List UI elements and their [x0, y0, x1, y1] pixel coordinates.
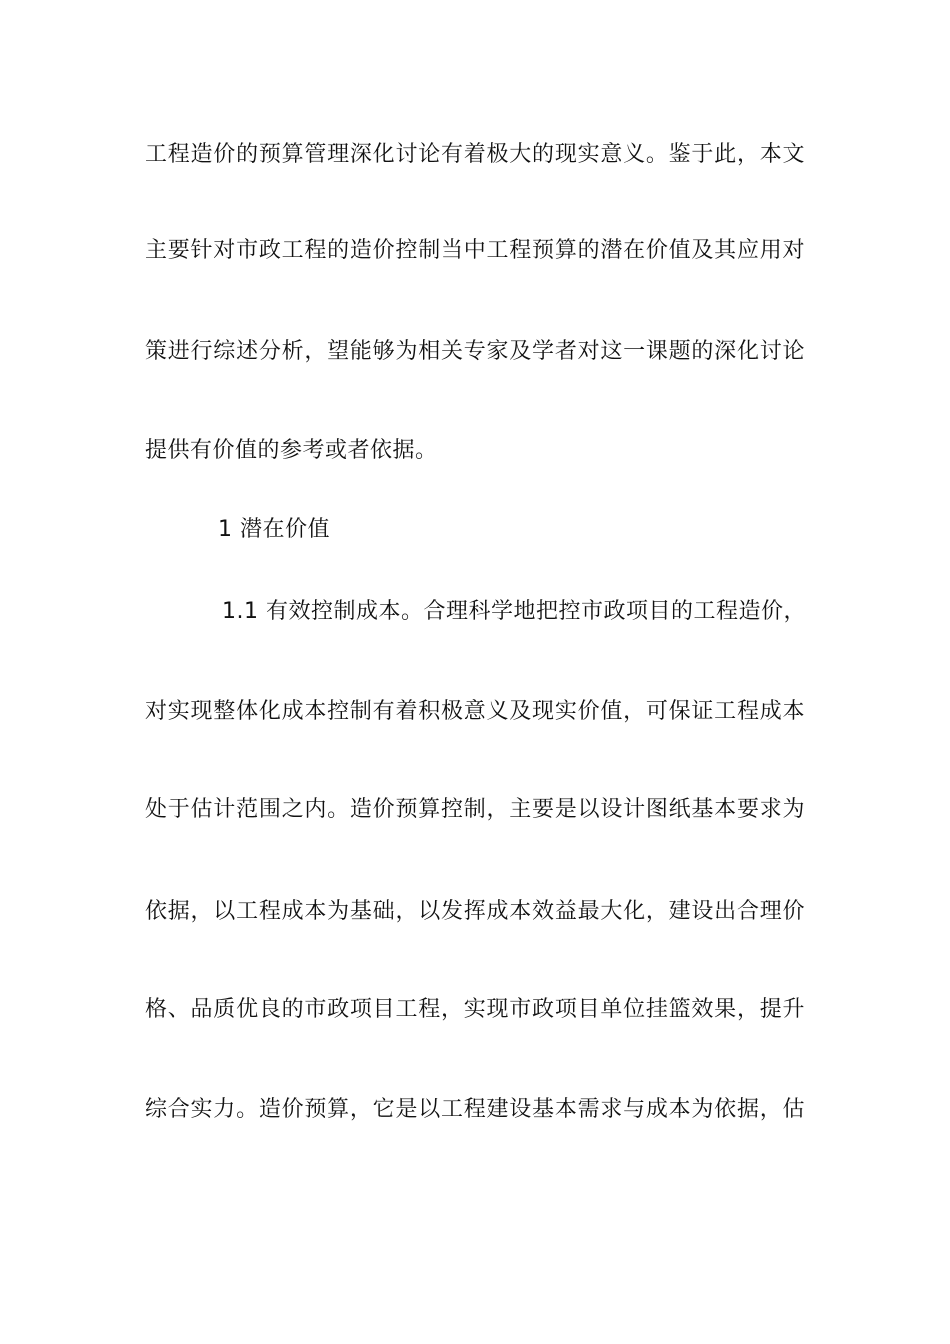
section-heading: 1 潜在价值 [218, 517, 330, 542]
paragraph-line: 主要针对市政工程的造价控制当中工程预算的潜在价值及其应用对 [145, 238, 805, 263]
paragraph-line: 对实现整体化成本控制有着积极意义及现实价值，可保证工程成本 [145, 699, 805, 724]
paragraph-line: 依据，以工程成本为基础，以发挥成本效益最大化，建设出合理价 [145, 899, 805, 924]
paragraph-line: 处于估计范围之内。造价预算控制，主要是以设计图纸基本要求为 [145, 797, 805, 822]
paragraph-line: 综合实力。造价预算，它是以工程建设基本需求与成本为依据，估 [145, 1097, 805, 1122]
paragraph-line: 工程造价的预算管理深化讨论有着极大的现实意义。鉴于此，本文 [145, 142, 805, 167]
subsection-first-line: 1.1 有效控制成本。合理科学地把控市政项目的工程造价， [222, 599, 806, 624]
paragraph-line: 提供有价值的参考或者依据。 [145, 438, 438, 463]
paragraph-line: 策进行综述分析，望能够为相关专家及学者对这一课题的深化讨论 [145, 339, 805, 364]
paragraph-line: 格、品质优良的市政项目工程，实现市政项目单位挂篮效果，提升 [145, 997, 805, 1022]
